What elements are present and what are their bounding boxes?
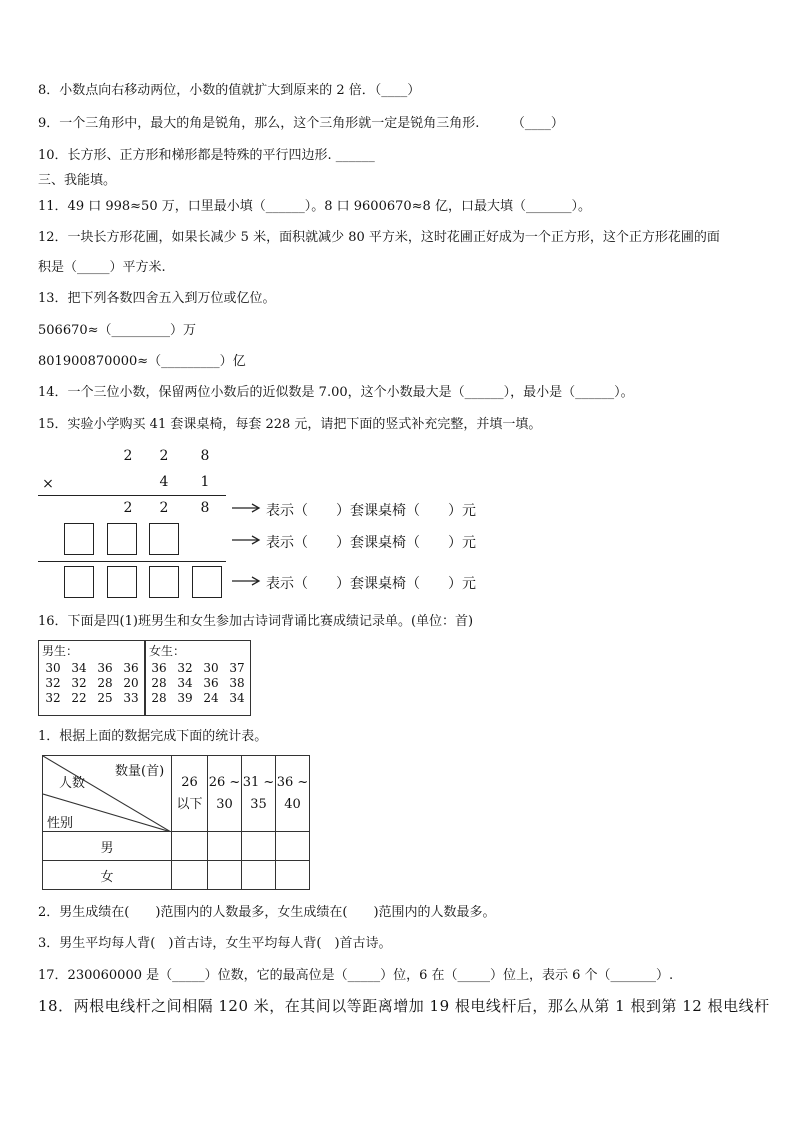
question-8: 8．小数点向右移动两位，小数的值就扩大到原来的 2 倍．（____）: [38, 83, 421, 98]
question-11: 11．49 口 998≈50 万，口里最小填（______）。8 口 9600670≈8 亿，口最大填（_______）。: [38, 199, 591, 214]
score-cell: 33: [123, 691, 139, 705]
col-header: 26 以下: [172, 756, 208, 832]
product-line: [38, 495, 226, 496]
answer-box[interactable]: [192, 566, 222, 598]
digit: 8: [200, 448, 210, 464]
score-cell: 36: [97, 661, 113, 675]
score-cell: 34: [71, 661, 87, 675]
answer-box[interactable]: [149, 523, 179, 555]
answer-box[interactable]: [149, 566, 179, 598]
explanation-3: 表示（ ）套课桌椅（ ）元: [266, 576, 476, 592]
arrow-right-icon: [232, 534, 262, 546]
stat-cell[interactable]: [242, 861, 276, 890]
score-cell: 25: [97, 691, 113, 705]
digit: 8: [200, 500, 210, 516]
score-cell: 28: [97, 676, 113, 690]
stat-cell[interactable]: [276, 861, 310, 890]
score-cell: 36: [123, 661, 139, 675]
diag-top-label: 数量(首): [115, 764, 165, 779]
score-cell: 20: [123, 676, 139, 690]
boys-label: 男生：: [42, 644, 79, 658]
question-12-line-2: 积是（_____）平方米.: [38, 260, 166, 275]
score-cell: 36: [203, 676, 219, 690]
question-18: 18．两根电线杆之间相隔 120 米，在其间以等距离增加 19 根电线杆后，那么从第 1 根到第 12 根电线杆: [38, 997, 770, 1015]
answer-box[interactable]: [107, 566, 137, 598]
score-cell: 24: [203, 691, 219, 705]
score-cell: 32: [45, 691, 61, 705]
question-12-line-1: 12．一块长方形花圃，如果长减少 5 米，面积就减少 80 平方米，这时花圃正好成为一个正方形，这个正方形花圃的面: [38, 230, 720, 245]
score-cell: 32: [177, 661, 193, 675]
girls-record-table: [146, 661, 250, 706]
score-cell: 32: [71, 676, 87, 690]
question-13-a: 506670≈（_________）万: [38, 323, 197, 338]
stat-cell[interactable]: [276, 832, 310, 861]
statistics-table: [42, 755, 310, 890]
digit: 2: [123, 448, 133, 464]
arrow-right-icon: [232, 502, 262, 514]
diag-mid-label: 人数: [59, 776, 86, 791]
score-cell: 34: [177, 676, 193, 690]
score-cell: 28: [151, 691, 167, 705]
stat-cell[interactable]: [172, 832, 208, 861]
diag-bottom-label: 性别: [47, 816, 74, 831]
score-cell: 32: [45, 676, 61, 690]
col-header: 36 ~ 40: [276, 756, 310, 832]
score-cell: 30: [203, 661, 219, 675]
arrow-right-icon: [232, 575, 262, 587]
boys-record-table: [40, 661, 144, 706]
digit: 2: [123, 500, 133, 516]
digit: 2: [159, 500, 169, 516]
score-cell: 38: [229, 676, 245, 690]
score-cell: 30: [45, 661, 61, 675]
question-15: 15．实验小学购买 41 套课桌椅，每套 228 元，请把下面的竖式补充完整，并填一填。: [38, 417, 542, 432]
question-16-2: 2．男生成绩在( )范围内的人数最多，女生成绩在( )范围内的人数最多。: [38, 905, 496, 920]
stat-cell[interactable]: [208, 832, 242, 861]
score-cell: 34: [229, 691, 245, 705]
question-14: 14．一个三位小数，保留两位小数后的近似数是 7.00，这个小数最大是（______），最小是（______）。: [38, 385, 634, 400]
stat-cell[interactable]: [208, 861, 242, 890]
row-header-boys: 男: [43, 832, 172, 861]
question-13: 13．把下列各数四舍五入到万位或亿位。: [38, 291, 276, 306]
digit: 2: [159, 448, 169, 464]
row-header-girls: 女: [43, 861, 172, 890]
question-16: 16．下面是四(1)班男生和女生参加古诗词背诵比赛成绩记录单。(单位：首): [38, 614, 474, 629]
digit: 4: [159, 474, 169, 490]
score-cell: 28: [151, 676, 167, 690]
explanation-1: 表示（ ）套课桌椅（ ）元: [266, 503, 476, 519]
section-3-heading: 三、我能填。: [38, 173, 117, 188]
stat-cell[interactable]: [172, 861, 208, 890]
answer-box[interactable]: [64, 523, 94, 555]
question-17: 17．230060000 是（_____）位数，它的最高位是（_____）位，6 在（_____）位上，表示 6 个（_______）.: [38, 968, 674, 983]
times-sign: ×: [42, 476, 54, 492]
question-16-3: 3．男生平均每人背( )首古诗，女生平均每人背( )首古诗。: [38, 936, 392, 951]
score-cell: 36: [151, 661, 167, 675]
sum-line: [38, 561, 226, 562]
question-9: 9．一个三角形中，最大的角是锐角，那么，这个三角形就一定是锐角三角形. （____）: [38, 116, 564, 131]
col-header: 26 ~ 30: [208, 756, 242, 832]
score-cell: 37: [229, 661, 245, 675]
digit: 1: [200, 474, 210, 490]
question-16-1: 1．根据上面的数据完成下面的统计表。: [38, 729, 268, 744]
stat-cell[interactable]: [242, 832, 276, 861]
answer-box[interactable]: [107, 523, 137, 555]
question-13-b: 801900870000≈（_________）亿: [38, 354, 246, 369]
col-header: 31 ~ 35: [242, 756, 276, 832]
girls-label: 女生：: [149, 644, 186, 658]
explanation-2: 表示（ ）套课桌椅（ ）元: [266, 535, 476, 551]
question-10: 10．长方形、正方形和梯形都是特殊的平行四边形. ______: [38, 148, 375, 163]
diagonal-header-cell: [43, 756, 172, 832]
score-cell: 39: [177, 691, 193, 705]
answer-box[interactable]: [64, 566, 94, 598]
score-cell: 22: [71, 691, 87, 705]
